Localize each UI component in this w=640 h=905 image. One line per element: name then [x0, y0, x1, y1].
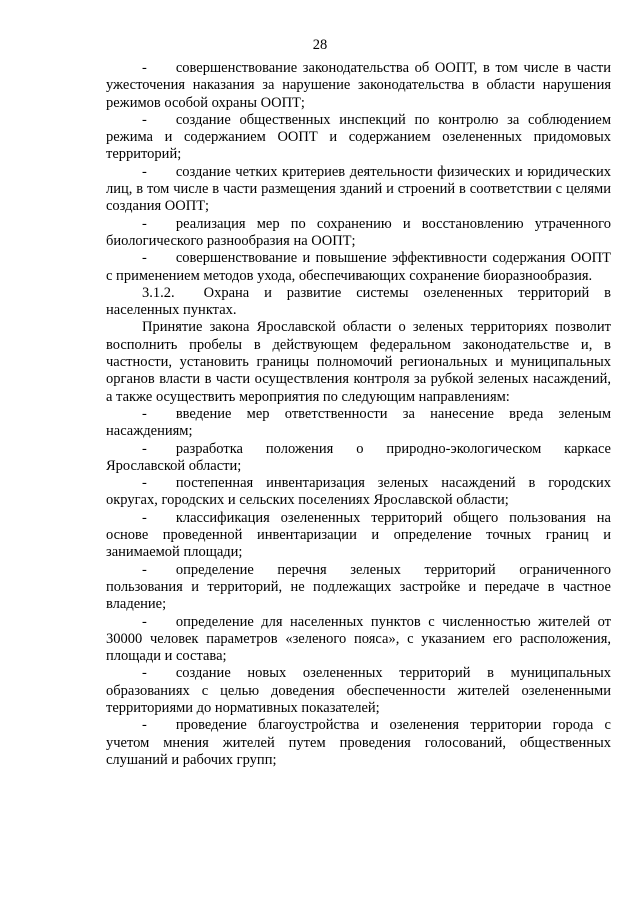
body-paragraph: Принятие закона Ярославской области о зеленых территориях позволит восполнить пробелы в действующем федеральном законодательстве и, в частности, установить границы полномочий региональных и муниципальных органов власти в части осуществления контроля за рубкой зеленых насаждений, а также осуществить мероприятия по следующим направлениям: — [106, 319, 611, 405]
bullet-paragraph: - определение для населенных пунктов с численностью жителей от 30000 человек параметров «зеленого пояса», с указанием его расположения, площади и состава; — [106, 613, 611, 665]
bullet-paragraph: - разработка положения о природно-экологическом каркасе Ярославской области; — [106, 440, 611, 474]
bullet-paragraph: - реализация мер по сохранению и восстановлению утраченного биологического разнообразия на ООПТ; — [106, 215, 611, 249]
bullet-paragraph: - определение перечня зеленых территорий ограниченного пользования и территорий, не подлежащих застройке и передаче в частное владение; — [106, 561, 611, 613]
bullet-paragraph: - проведение благоустройства и озеленения территории города с учетом мнения жителей путем проведения голосований, общественных слушаний и рабочих групп; — [106, 717, 611, 768]
bullet-paragraph: - совершенствование законодательства об ООПТ, в том числе в части ужесточения наказания за нарушение законодательства в области нарушения режимов особой охраны ООПТ; — [106, 60, 611, 111]
document-body — [106, 60, 611, 769]
bullet-paragraph: - совершенствование и повышение эффективности содержания ООПТ с применением методов ухода, обеспечивающих сохранение биоразнообразия. — [106, 250, 611, 284]
section-heading: 3.1.2. Охрана и развитие системы озелененных территорий в населенных пунктах. — [106, 284, 611, 319]
bullet-paragraph: - введение мер ответственности за нанесение вреда зеленым насаждениям; — [106, 405, 611, 440]
bullet-paragraph: - классификация озелененных территорий общего пользования на основе проведенной инвентаризации и определение точных границ и занимаемой площади; — [106, 509, 611, 561]
bullet-paragraph: - постепенная инвентаризация зеленых насаждений в городских округах, городских и сельских поселениях Ярославской области; — [106, 475, 611, 509]
page-number: 28 — [312, 37, 328, 53]
bullet-paragraph: - создание четких критериев деятельности физических и юридических лиц, в том числе в части размещения зданий и строений в соответствии с целями создания ООПТ; — [106, 163, 611, 215]
bullet-paragraph: - создание общественных инспекций по контролю за соблюдением режима и содержанием ООПТ и содержанием озелененных придомовых территорий; — [106, 111, 611, 163]
bullet-paragraph: - создание новых озелененных территорий в муниципальных образованиях с целью доведения обеспеченности жителей озелененными территориями до нормативных показателей; — [106, 665, 611, 716]
